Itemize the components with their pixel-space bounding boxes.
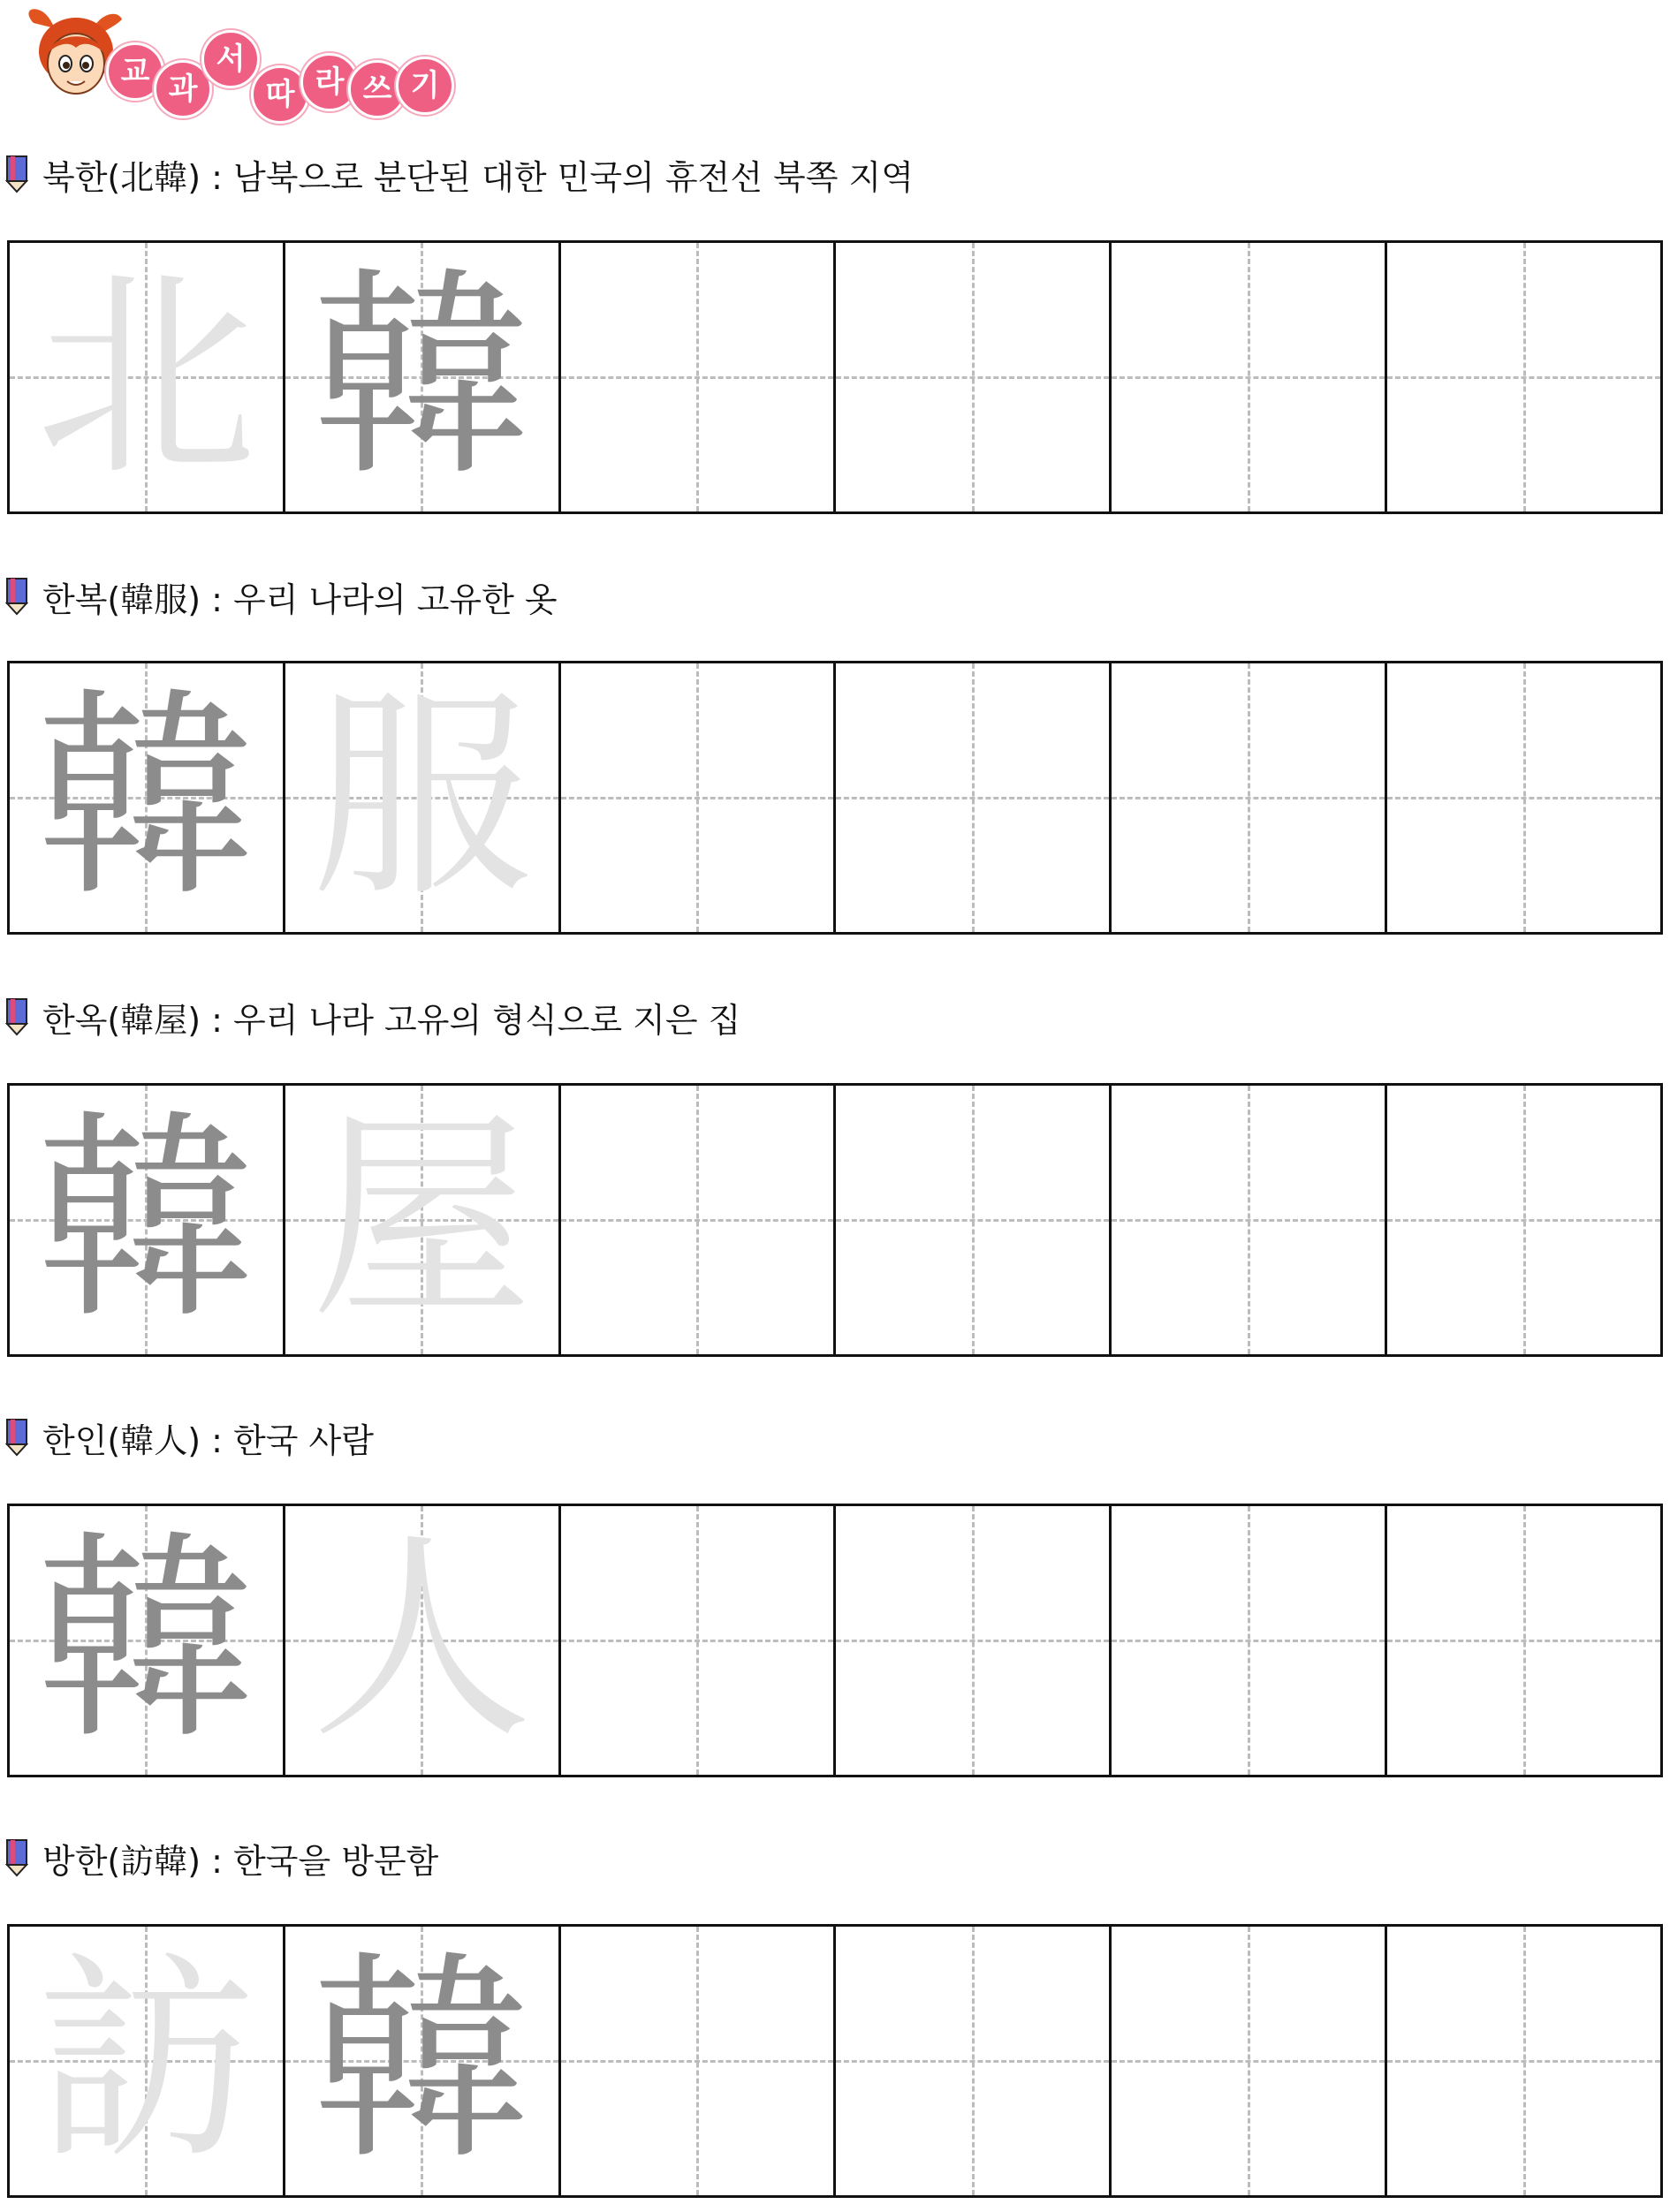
word-heading [5, 1836, 438, 1880]
practice-cell[interactable] [1387, 1506, 1660, 1775]
practice-cell[interactable] [1387, 663, 1660, 932]
trace-character: 訪 [35, 1932, 257, 2189]
practice-cell[interactable] [10, 243, 285, 511]
writing-grid [7, 1924, 1663, 2198]
practice-cell[interactable] [1112, 1086, 1387, 1354]
heading-text: 방한(訪韓) : 한국을 방문함 [42, 1841, 439, 1881]
practice-cell[interactable] [285, 243, 561, 511]
practice-cell[interactable] [10, 1086, 285, 1354]
practice-cell[interactable] [561, 663, 837, 932]
practice-cell[interactable] [836, 1506, 1112, 1775]
heading-text: 한인(韓人) : 한국 사람 [42, 1420, 374, 1460]
practice-cell[interactable] [561, 1506, 837, 1775]
logo-letter: 따 [251, 65, 309, 124]
pencil-icon [5, 155, 28, 193]
trace-character: 韓 [35, 1091, 257, 1348]
heading-text: 북한(北韓) : 남북으로 분단된 대한 민국의 휴전선 북쪽 지역 [42, 157, 914, 197]
heading-text: 한옥(韓屋) : 우리 나라 고유의 형식으로 지은 집 [42, 1000, 741, 1040]
logo-letter: 쓰 [348, 60, 406, 118]
practice-cell[interactable] [1387, 1086, 1660, 1354]
practice-cell[interactable] [10, 1506, 285, 1775]
logo [25, 5, 484, 120]
trace-character: 北 [35, 248, 257, 505]
logo-letter: 교 [106, 42, 164, 101]
trace-character: 韓 [35, 669, 257, 926]
pencil-icon [5, 577, 28, 616]
practice-cell[interactable] [10, 1927, 285, 2195]
writing-grid [7, 661, 1663, 935]
writing-grid [7, 1083, 1663, 1357]
practice-cell[interactable] [1112, 243, 1387, 511]
writing-grid [7, 240, 1663, 514]
practice-cell[interactable] [836, 1086, 1112, 1354]
practice-cell[interactable] [561, 1086, 837, 1354]
practice-cell[interactable] [285, 1506, 561, 1775]
word-heading [5, 152, 914, 196]
practice-cell[interactable] [836, 663, 1112, 932]
practice-cell[interactable] [285, 1086, 561, 1354]
practice-cell[interactable] [285, 663, 561, 932]
heading-text: 한복(韓服) : 우리 나라의 고유한 옷 [42, 580, 558, 619]
logo-letter: 서 [201, 30, 260, 88]
trace-character: 屋 [311, 1091, 533, 1348]
practice-cell[interactable] [1112, 1927, 1387, 2195]
pencil-icon [5, 1838, 28, 1877]
writing-grid [7, 1504, 1663, 1777]
practice-cell[interactable] [561, 1927, 837, 2195]
trace-character: 韓 [311, 248, 533, 505]
practice-cell[interactable] [561, 243, 837, 511]
trace-character: 韓 [311, 1932, 533, 2189]
logo-letter: 기 [396, 57, 454, 115]
word-heading [5, 995, 740, 1039]
logo-letter: 과 [154, 60, 212, 118]
word-heading [5, 1415, 374, 1459]
practice-cell[interactable] [285, 1927, 561, 2195]
practice-cell[interactable] [10, 663, 285, 932]
trace-character: 人 [311, 1511, 533, 1769]
practice-cell[interactable] [836, 1927, 1112, 2195]
pencil-icon [5, 1418, 28, 1457]
trace-character: 服 [311, 669, 533, 926]
word-heading [5, 574, 558, 618]
practice-cell[interactable] [1112, 663, 1387, 932]
trace-character: 韓 [35, 1511, 257, 1769]
logo-letter: 라 [300, 53, 359, 111]
practice-cell[interactable] [1112, 1506, 1387, 1775]
pencil-icon [5, 997, 28, 1036]
practice-cell[interactable] [1387, 1927, 1660, 2195]
practice-cell[interactable] [836, 243, 1112, 511]
practice-cell[interactable] [1387, 243, 1660, 511]
